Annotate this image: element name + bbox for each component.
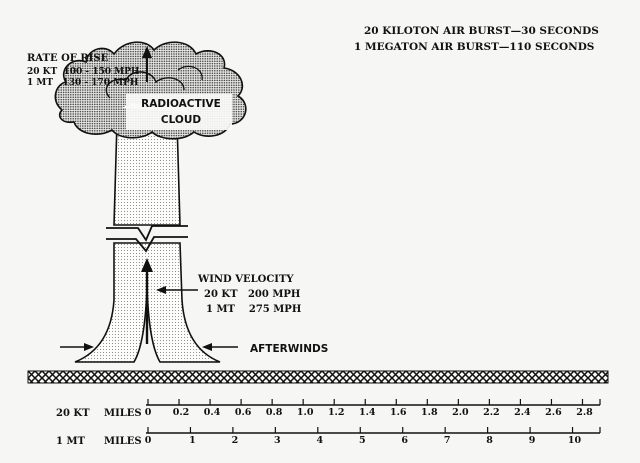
scale-1mt xyxy=(56,427,600,447)
scale-20kt-tick-label: 1.8 xyxy=(421,407,438,418)
scale-20kt-tick-label: 1.6 xyxy=(390,407,407,418)
scale-20kt xyxy=(56,399,600,419)
scale-1mt-tick-label: 6 xyxy=(401,435,409,446)
scale-1mt-tick-label: 8 xyxy=(486,435,493,446)
scale-1mt-tick-label: 1 xyxy=(189,435,196,446)
ground-hatch xyxy=(28,371,608,383)
afterwind-arrows xyxy=(60,343,238,351)
scale-1mt-tick-label: 3 xyxy=(274,435,281,446)
wind-1mt: 1 MT 275 MPH xyxy=(206,304,302,315)
scale-20kt-tick-label: 0.6 xyxy=(234,407,252,418)
scale-20kt-tick-label: 2.0 xyxy=(452,407,469,418)
wind-title: WIND VELOCITY xyxy=(198,274,294,285)
afterwinds-label: AFTERWINDS xyxy=(250,343,329,355)
scale-20kt-tick-label: 2.2 xyxy=(483,407,500,418)
scale-1mt-tick-label: 9 xyxy=(528,435,536,446)
scale-20kt-tick-label: 0 xyxy=(144,407,152,418)
cloud-label-line2: CLOUD xyxy=(160,114,202,126)
cloud-label-line1: RADIOACTIVE xyxy=(141,98,221,110)
scale-20kt-tick-label: 0.4 xyxy=(203,407,221,418)
scale-1mt-tick-label: 5 xyxy=(358,435,366,446)
scale-20kt-tick-label: 0.8 xyxy=(265,407,283,418)
scale-1mt-tick-label: 0 xyxy=(144,435,152,446)
rise-20kt: 20 KT 100 - 150 MPH xyxy=(27,67,140,77)
scale-1mt-unit: MILES xyxy=(104,436,142,447)
wind-20kt: 20 KT 200 MPH xyxy=(204,289,301,300)
rise-1mt: 1 MT 130 - 170 MPH xyxy=(27,78,139,88)
scale-20kt-tick-label: 0.2 xyxy=(172,407,190,418)
scale-20kt-prefix: 20 KT xyxy=(56,408,90,419)
scale-20kt-tick-label: 1.0 xyxy=(296,407,314,418)
scale-20kt-tick-label: 2.6 xyxy=(545,407,562,418)
scale-1mt-tick-label: 7 xyxy=(443,435,451,446)
scale-20kt-tick-label: 1.2 xyxy=(327,407,345,418)
scale-20kt-tick-label: 2.8 xyxy=(576,407,593,418)
cloud-stem xyxy=(75,122,220,362)
scale-1mt-tick-label: 2 xyxy=(231,435,239,446)
scale-20kt-tick-label: 2.4 xyxy=(514,407,531,418)
scale-1mt-tick-label: 4 xyxy=(316,435,324,446)
scale-1mt-tick-label: 10 xyxy=(567,435,582,446)
timing-line-20kt: 20 KILOTON AIR BURST—30 SECONDS xyxy=(364,25,599,37)
scale-20kt-tick-label: 1.4 xyxy=(358,407,376,418)
rise-title: RATE OF RISE xyxy=(27,53,109,64)
scale-1mt-prefix: 1 MT xyxy=(56,436,85,447)
timing-line-1mt: 1 MEGATON AIR BURST—110 SECONDS xyxy=(354,41,595,53)
scale-20kt-unit: MILES xyxy=(104,408,142,419)
